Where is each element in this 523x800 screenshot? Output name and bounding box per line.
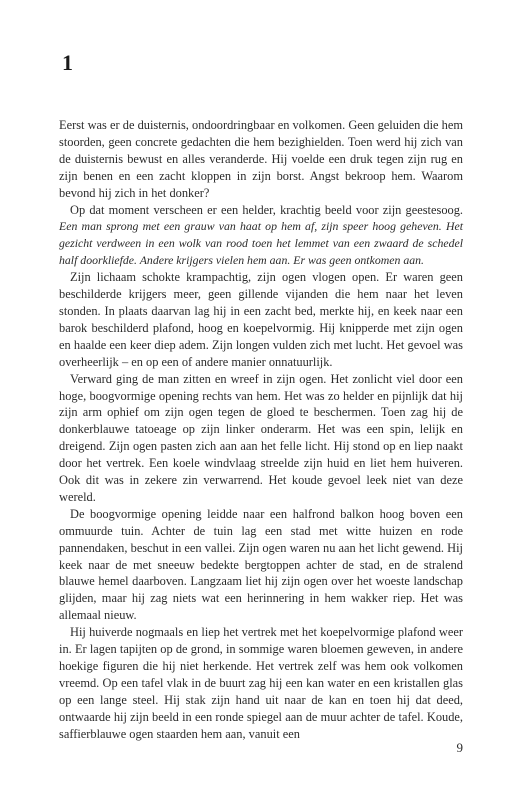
- page-number: 9: [456, 740, 463, 755]
- paragraph-2-italic: Een man sprong met een grauw van haat op hem af, zijn speer hoog geheven. Het gezicht verdween in een wolk van rood toen het lemmet van een zwaard de schedel half doorkliefde. Andere krijgers vielen hem aan. Er was geen ontkomen aan.: [59, 219, 463, 268]
- paragraph-4: Verward ging de man zitten en wreef in zijn ogen. Het zonlicht viel door een hoge, boogvormige opening rechts van hem. Het was zo helder en pijnlijk dat hij zijn arm ophief om zijn ogen tegen de gloed te beschermen. Toen zag hij de donkerblauwe tatoeage op zijn linker onderarm. Het was een spin, lelijk en dreigend. Zijn ogen pasten zich aan aan het felle licht. Hij stond op en liep naakt door het vertrek. Een koele windvlaag streelde zijn huid en liet hem huiveren. Ook dit was in zekere zin verwarrend. Het koude gevoel leek niet van deze wereld.: [59, 371, 463, 504]
- paragraph-1: Eerst was er de duisternis, ondoordringbaar en volkomen. Geen geluiden die hem stoorden, geen concrete gedachten die hem bezighielden. Toen werd hij zich van de duisternis bewust en alles veranderde. Hij voelde een druk tegen zijn rug en zijn benen en een zacht kloppen in zijn borst. Angst bekroop hem. Waarom bevond hij zich in het donker?: [59, 118, 463, 200]
- body-text: [59, 117, 463, 743]
- chapter-number: 1: [62, 50, 73, 75]
- paragraph-3: Zijn lichaam schokte krampachtig, zijn ogen vlogen open. Er waren geen beschilderde krijgers meer, geen gillende vijanden die hem naar het leven stonden. In plaats daarvan lag hij in een zacht bed, merkte hij, en keek naar een barok beschilderd plafond, hoog en koepelvormig. Hij knipperde met zijn ogen en haalde een keer diep adem. Zijn longen vulden zich met lucht. Het gevoel was overheerlijk – en op een of andere manier onnatuurlijk.: [59, 270, 463, 369]
- paragraph-2: [59, 202, 463, 270]
- paragraph-6: Hij huiverde nogmaals en liep het vertrek met het koepelvormige plafond weer in. Er lagen tapijten op de grond, in sommige waren bloemen geweven, in andere hoekige figuren die hij niet herkende. Het vertrek zelf was hem ook volkomen vreemd. Op een tafel vlak in de buurt zag hij een kan water en een kristallen glas op een lange steel. Hij stak zijn hand uit naar de kan en toen hij dat deed, ontwaarde hij zijn beeld in een ronde spiegel aan de muur achter de tafel. Koude, saffierblauwe ogen staarden hem aan, vanuit een: [59, 625, 463, 741]
- paragraph-5: De boogvormige opening leidde naar een halfrond balkon hoog boven een ommuurde tuin. Achter de tuin lag een stad met witte huizen en rode pannendaken, beschut in een vallei. Zijn ogen waren nu aan het licht gewend. Hij keek naar de met sneeuw bedekte bergtoppen achter de stad, en de stralend blauwe hemel daarboven. Langzaam liet hij zijn ogen over het woeste landschap glijden, maar hij zag niets wat een herinnering in hem wakker riep. Het was allemaal nieuw.: [59, 506, 463, 623]
- paragraph-2-text: Op dat moment verscheen er een helder, krachtig beeld voor zijn geestesoog.: [70, 202, 463, 217]
